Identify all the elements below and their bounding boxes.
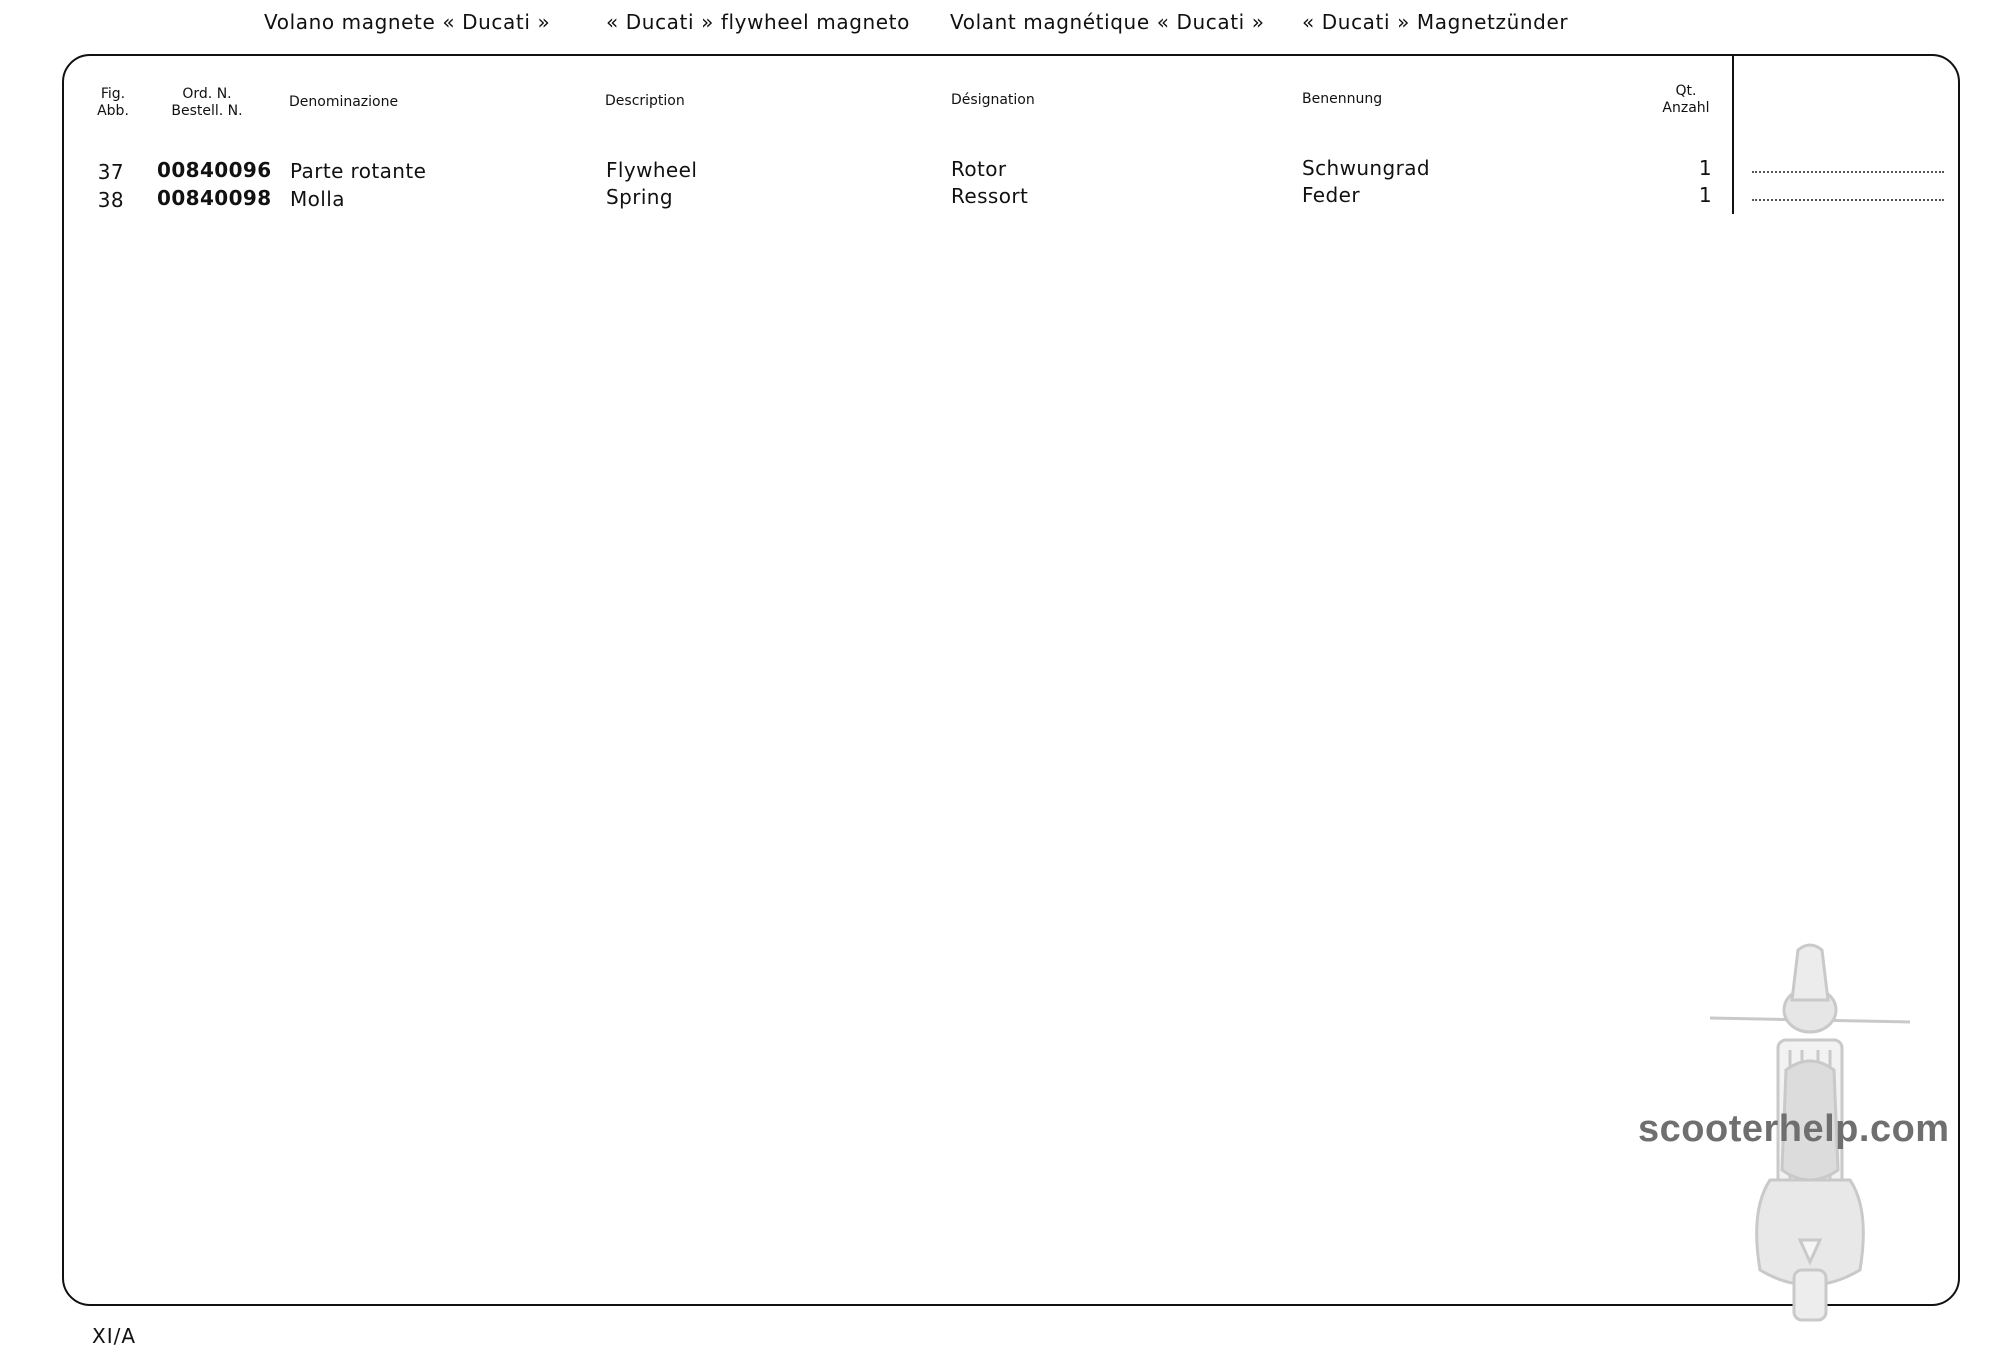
row-description: Spring xyxy=(606,185,673,209)
row-benennung: Feder xyxy=(1302,183,1360,207)
header-quantity xyxy=(1648,83,1724,117)
row-quantity: 1 xyxy=(1698,156,1712,180)
header-ord-line1: Ord. N. xyxy=(182,86,232,102)
notes-dotted-line xyxy=(1752,171,1944,173)
title-english: « Ducati » flywheel magneto xyxy=(606,10,910,34)
header-benennung: Benennung xyxy=(1302,91,1383,107)
notes-column-separator xyxy=(1732,56,1734,214)
row-fig: 37 xyxy=(97,160,124,184)
header-description: Description xyxy=(605,93,685,109)
row-quantity: 1 xyxy=(1698,183,1712,207)
header-qty-line2: Anzahl xyxy=(1662,100,1710,116)
title-italian: Volano magnete « Ducati » xyxy=(264,10,551,34)
header-order-number xyxy=(152,86,262,120)
header-fig-line1: Fig. xyxy=(100,86,126,102)
row-designation: Ressort xyxy=(951,184,1029,208)
page-number: XI/A xyxy=(92,1324,137,1348)
row-description: Flywheel xyxy=(606,158,698,182)
header-fig xyxy=(88,86,138,120)
row-order-number: 00840098 xyxy=(157,186,272,210)
row-designation: Rotor xyxy=(951,157,1007,181)
header-designation: Désignation xyxy=(951,92,1035,108)
row-order-number: 00840096 xyxy=(157,158,272,182)
row-denominazione: Parte rotante xyxy=(290,159,427,183)
scooterhelp-watermark: scooterhelp.com xyxy=(1638,1108,1950,1150)
row-benennung: Schwungrad xyxy=(1302,156,1430,180)
title-french: Volant magnétique « Ducati » xyxy=(950,10,1265,34)
title-german: « Ducati » Magnetzünder xyxy=(1302,10,1569,34)
row-denominazione: Molla xyxy=(290,187,345,211)
header-fig-line2: Abb. xyxy=(97,103,129,119)
header-qty-line1: Qt. xyxy=(1675,83,1697,99)
notes-dotted-line xyxy=(1752,199,1944,201)
row-fig: 38 xyxy=(97,188,124,212)
header-denominazione: Denominazione xyxy=(289,94,399,110)
header-ord-line2: Bestell. N. xyxy=(171,103,243,119)
